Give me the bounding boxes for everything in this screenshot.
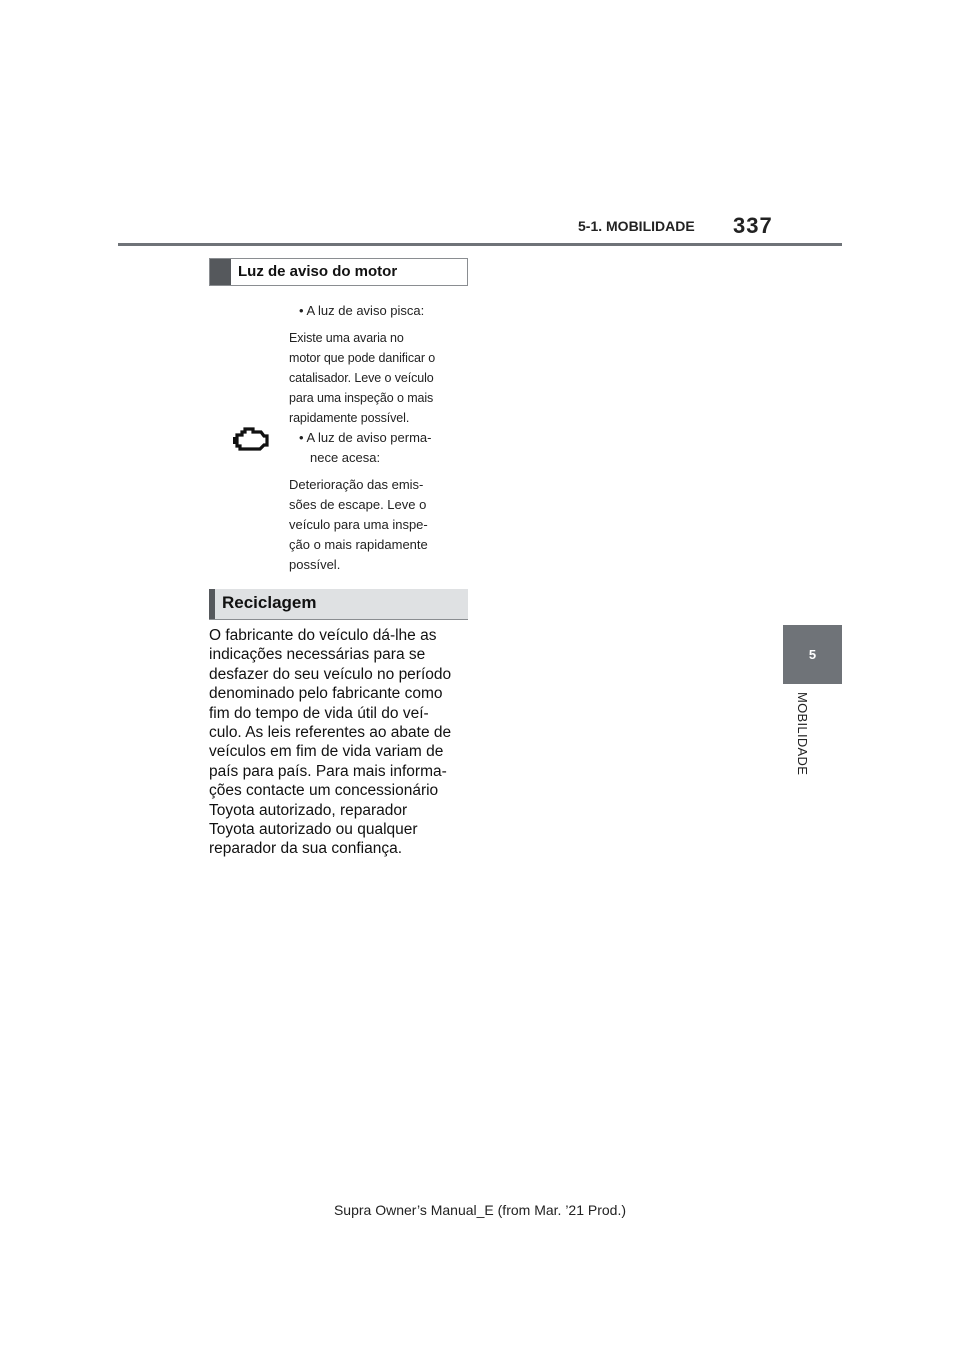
recycling-title: Reciclagem xyxy=(222,593,317,612)
text-blinking xyxy=(289,328,469,428)
heading-bar xyxy=(209,589,215,619)
text-line: indicações necessárias para se xyxy=(209,646,426,664)
page-footer: Supra Owner’s Manual_E (from Mar. ’21 Prod.) xyxy=(333,1202,627,1218)
heading-bar xyxy=(210,259,231,285)
chapter-label: MOBILIDADE xyxy=(795,692,810,776)
warning-light-title: Luz de aviso do motor xyxy=(238,263,398,280)
text-line: catalisador. Leve o veículo xyxy=(289,371,434,385)
warning-light-description xyxy=(289,301,469,575)
text-line: O fabricante do veículo dá-lhe as xyxy=(209,627,437,644)
page-number: 337 xyxy=(733,213,773,238)
chapter-tab[interactable] xyxy=(783,625,842,684)
bullet-constant: • A luz de aviso perma- nece acesa: xyxy=(299,430,432,465)
text-line: Existe uma avaria no xyxy=(289,331,404,345)
text-line: ção o mais rapidamente xyxy=(289,537,428,552)
text-line: desfazer do seu veículo no período xyxy=(209,665,452,683)
text-constant xyxy=(289,475,469,575)
text-line: motor que pode danificar o xyxy=(289,351,436,365)
text-line: reparador da sua confiança. xyxy=(209,840,403,858)
recycling-heading xyxy=(209,589,468,620)
recycling-paragraph xyxy=(209,626,471,859)
text-line: Toyota autorizado, reparador xyxy=(209,801,408,819)
text-line: para uma inspeção o mais xyxy=(289,391,434,405)
text-line: veículos em fim de vida variam de xyxy=(209,743,444,761)
text-line: possível. xyxy=(289,557,341,572)
chapter-number: 5 xyxy=(808,647,817,662)
text-line: fim do tempo de vida útil do veí- xyxy=(209,704,429,722)
bullet-blinking: • A luz de aviso pisca: xyxy=(299,303,425,318)
text-line: veículo para uma inspe- xyxy=(289,517,428,532)
text-line: sões de escape. Leve o xyxy=(289,497,427,512)
engine-warning-icon xyxy=(233,426,271,454)
text-line: ções contacte um concessionário xyxy=(209,782,439,800)
text-line: Deterioração das emis- xyxy=(289,477,424,492)
warning-light-heading xyxy=(209,258,468,286)
text-line: Toyota autorizado ou qualquer xyxy=(209,821,418,839)
text-line: rapidamente possível. xyxy=(289,411,410,425)
text-line: culo. As leis referentes ao abate de xyxy=(209,724,452,742)
text-line: país para país. Para mais informa- xyxy=(209,762,447,780)
header-divider xyxy=(118,243,842,246)
section-title: 5-1. MOBILIDADE xyxy=(578,218,695,234)
text-line: denominado pelo fabricante como xyxy=(209,685,443,703)
